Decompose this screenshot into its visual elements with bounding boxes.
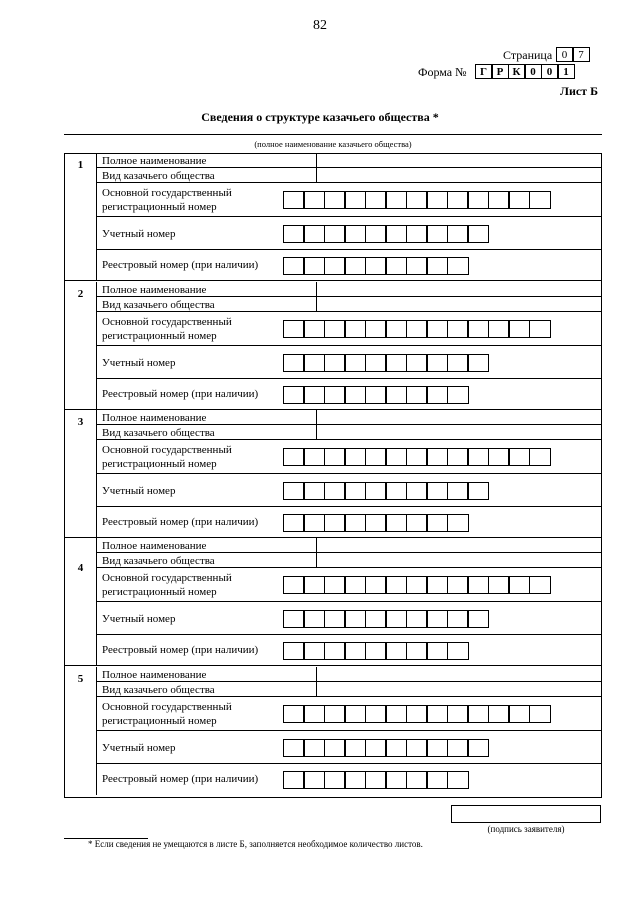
digit-cell[interactable] — [426, 514, 448, 532]
digit-cell[interactable] — [344, 320, 366, 338]
digit-cell[interactable] — [385, 610, 407, 628]
digit-cell[interactable] — [467, 191, 489, 209]
digit-cell[interactable] — [385, 739, 407, 757]
digit-cell[interactable] — [365, 354, 387, 372]
digit-cell[interactable] — [529, 191, 551, 209]
digit-cell[interactable] — [406, 610, 428, 628]
digit-cell[interactable] — [283, 448, 305, 466]
label-ogrn-line1: Основной государственный — [102, 572, 232, 584]
digit-cell[interactable] — [303, 320, 325, 338]
digit-cell[interactable] — [467, 482, 489, 500]
label-registry-number: Реестровый номер (при наличии) — [102, 388, 259, 400]
account-number-cells — [284, 610, 489, 628]
digit-cell[interactable] — [303, 576, 325, 594]
signature-caption: (подпись заявителя) — [487, 824, 565, 834]
digit-cell[interactable] — [406, 354, 428, 372]
digit-cell[interactable] — [406, 225, 428, 243]
digit-cell[interactable] — [344, 576, 366, 594]
row-society-type — [96, 553, 602, 568]
digit-cell[interactable] — [283, 320, 305, 338]
digit-cell[interactable] — [447, 320, 469, 338]
digit-cell[interactable] — [303, 610, 325, 628]
digit-cell[interactable] — [365, 514, 387, 532]
digit-cell[interactable] — [303, 514, 325, 532]
label-society-type: Вид казачьего общества — [102, 427, 215, 439]
digit-cell[interactable] — [447, 705, 469, 723]
digit-cell[interactable] — [344, 191, 366, 209]
digit-cell[interactable] — [426, 739, 448, 757]
form-code-boxes — [476, 64, 575, 79]
digit-cell[interactable] — [447, 514, 469, 532]
label-society-type: Вид казачьего общества — [102, 299, 215, 311]
digit-cell[interactable] — [406, 448, 428, 466]
label-registry-number: Реестровый номер (при наличии) — [102, 516, 259, 528]
digit-cell[interactable] — [385, 354, 407, 372]
digit-cell[interactable] — [385, 514, 407, 532]
label-ogrn-line1: Основной государственный — [102, 316, 232, 328]
digit-cell[interactable] — [303, 225, 325, 243]
label-account-number: Учетный номер — [102, 742, 176, 754]
ogrn-cells — [284, 576, 551, 594]
digit-cell[interactable] — [303, 257, 325, 275]
digit-cell[interactable] — [365, 257, 387, 275]
label-account-number: Учетный номер — [102, 357, 176, 369]
digit-cell[interactable] — [344, 257, 366, 275]
digit-cell[interactable] — [303, 705, 325, 723]
digit-cell[interactable] — [426, 705, 448, 723]
digit-cell[interactable] — [385, 771, 407, 789]
digit-cell[interactable] — [385, 257, 407, 275]
row-society-type — [96, 682, 602, 697]
digit-cell[interactable] — [324, 386, 346, 404]
digit-cell[interactable] — [426, 225, 448, 243]
signature-box[interactable] — [451, 805, 601, 823]
digit-cell[interactable] — [529, 705, 551, 723]
digit-cell[interactable] — [488, 320, 510, 338]
digit-cell[interactable] — [426, 576, 448, 594]
digit-cell[interactable] — [406, 739, 428, 757]
form-label: Форма № — [418, 65, 467, 79]
digit-cell[interactable] — [426, 354, 448, 372]
digit-cell[interactable] — [447, 482, 469, 500]
block-number: 3 — [77, 416, 84, 428]
digit-cell[interactable] — [324, 610, 346, 628]
digit-cell[interactable] — [283, 514, 305, 532]
digit-cell[interactable] — [508, 705, 530, 723]
footnote: * Если сведения не умещаются в листе Б, заполняется необходимое количество листов. — [88, 839, 423, 849]
form-code-char: 0 — [541, 64, 559, 79]
page-number: 82 — [313, 18, 327, 33]
digit-cell[interactable] — [467, 705, 489, 723]
digit-cell[interactable] — [283, 771, 305, 789]
digit-cell[interactable] — [467, 320, 489, 338]
block-number: 2 — [77, 288, 84, 300]
digit-cell[interactable] — [303, 739, 325, 757]
block-number-cell — [64, 410, 97, 538]
society-name-line[interactable] — [64, 134, 602, 135]
form-title: Сведения о структуре казачьего общества * — [201, 110, 439, 124]
form-code-char: 0 — [524, 64, 542, 79]
digit-cell[interactable] — [324, 448, 346, 466]
digit-cell[interactable] — [283, 610, 305, 628]
digit-cell[interactable] — [529, 320, 551, 338]
digit-cell[interactable] — [385, 320, 407, 338]
block-number-cell — [64, 282, 97, 410]
digit-cell[interactable] — [426, 257, 448, 275]
digit-cell[interactable] — [324, 771, 346, 789]
digit-cell[interactable] — [406, 642, 428, 660]
digit-cell[interactable] — [283, 642, 305, 660]
label-account-number: Учетный номер — [102, 485, 176, 497]
digit-cell[interactable] — [365, 448, 387, 466]
registry-number-cells — [284, 257, 469, 275]
digit-cell[interactable] — [447, 576, 469, 594]
label-account-number: Учетный номер — [102, 613, 176, 625]
label-full-name: Полное наименование — [102, 540, 207, 552]
digit-cell[interactable] — [426, 386, 448, 404]
sheet-label: Лист Б — [560, 84, 599, 98]
page-digit: 0 — [556, 47, 574, 62]
digit-cell[interactable] — [406, 771, 428, 789]
account-number-cells — [284, 482, 489, 500]
digit-cell[interactable] — [283, 191, 305, 209]
digit-cell[interactable] — [365, 642, 387, 660]
digit-cell[interactable] — [385, 482, 407, 500]
digit-cell[interactable] — [324, 320, 346, 338]
digit-cell[interactable] — [344, 771, 366, 789]
label-registry-number: Реестровый номер (при наличии) — [102, 773, 259, 785]
digit-cell[interactable] — [344, 514, 366, 532]
digit-cell[interactable] — [324, 354, 346, 372]
digit-cell[interactable] — [467, 610, 489, 628]
digit-cell[interactable] — [385, 705, 407, 723]
label-ogrn-line2: регистрационный номер — [102, 201, 217, 213]
ogrn-cells — [284, 705, 551, 723]
digit-cell[interactable] — [426, 320, 448, 338]
digit-cell[interactable] — [467, 448, 489, 466]
digit-cell[interactable] — [385, 642, 407, 660]
digit-cell[interactable] — [385, 448, 407, 466]
ogrn-cells — [284, 320, 551, 338]
digit-cell[interactable] — [385, 225, 407, 243]
digit-cell[interactable] — [365, 576, 387, 594]
digit-cell[interactable] — [467, 354, 489, 372]
digit-cell[interactable] — [406, 191, 428, 209]
digit-cell[interactable] — [283, 225, 305, 243]
digit-cell[interactable] — [303, 448, 325, 466]
digit-cell[interactable] — [324, 191, 346, 209]
digit-cell[interactable] — [467, 739, 489, 757]
block-number-cell — [64, 538, 97, 666]
label-full-name: Полное наименование — [102, 412, 207, 424]
row-society-type — [96, 168, 602, 183]
digit-cell[interactable] — [365, 771, 387, 789]
digit-cell[interactable] — [385, 386, 407, 404]
digit-cell[interactable] — [324, 482, 346, 500]
digit-cell[interactable] — [447, 225, 469, 243]
digit-cell[interactable] — [344, 705, 366, 723]
digit-cell[interactable] — [447, 771, 469, 789]
digit-cell[interactable] — [508, 191, 530, 209]
digit-cell[interactable] — [447, 257, 469, 275]
digit-cell[interactable] — [365, 705, 387, 723]
digit-cell[interactable] — [283, 705, 305, 723]
label-society-type: Вид казачьего общества — [102, 170, 215, 182]
digit-cell[interactable] — [406, 576, 428, 594]
digit-cell[interactable] — [488, 705, 510, 723]
label-ogrn-line2: регистрационный номер — [102, 458, 217, 470]
digit-cell[interactable] — [283, 482, 305, 500]
digit-cell[interactable] — [324, 257, 346, 275]
digit-cell[interactable] — [426, 191, 448, 209]
digit-cell[interactable] — [344, 448, 366, 466]
digit-cell[interactable] — [447, 354, 469, 372]
registry-number-cells — [284, 771, 469, 789]
digit-cell[interactable] — [344, 610, 366, 628]
digit-cell[interactable] — [365, 225, 387, 243]
label-full-name: Полное наименование — [102, 669, 207, 681]
digit-cell[interactable] — [406, 386, 428, 404]
digit-cell[interactable] — [508, 448, 530, 466]
digit-cell[interactable] — [365, 386, 387, 404]
digit-cell[interactable] — [303, 771, 325, 789]
block-number: 1 — [77, 159, 84, 171]
digit-cell[interactable] — [508, 576, 530, 594]
ogrn-cells — [284, 191, 551, 209]
digit-cell[interactable] — [447, 191, 469, 209]
digit-cell[interactable] — [365, 739, 387, 757]
digit-cell[interactable] — [303, 642, 325, 660]
digit-cell[interactable] — [447, 610, 469, 628]
account-number-cells — [284, 354, 489, 372]
digit-cell[interactable] — [426, 482, 448, 500]
digit-cell[interactable] — [426, 610, 448, 628]
society-name-caption: (полное наименование казачьего общества) — [254, 139, 412, 149]
digit-cell[interactable] — [283, 576, 305, 594]
digit-cell[interactable] — [283, 739, 305, 757]
digit-cell[interactable] — [529, 576, 551, 594]
digit-cell[interactable] — [365, 320, 387, 338]
label-ogrn-line1: Основной государственный — [102, 187, 232, 199]
label-ogrn-line2: регистрационный номер — [102, 586, 217, 598]
digit-cell[interactable] — [406, 482, 428, 500]
digit-cell[interactable] — [303, 354, 325, 372]
form-code-char: 1 — [557, 64, 575, 79]
label-ogrn-line1: Основной государственный — [102, 444, 232, 456]
row-society-type — [96, 425, 602, 440]
digit-cell[interactable] — [488, 191, 510, 209]
digit-cell[interactable] — [324, 514, 346, 532]
label-ogrn-line2: регистрационный номер — [102, 715, 217, 727]
digit-cell[interactable] — [447, 386, 469, 404]
label-full-name: Полное наименование — [102, 284, 207, 296]
block-number: 5 — [77, 673, 84, 685]
form-code-char: К — [508, 64, 526, 79]
digit-cell[interactable] — [467, 225, 489, 243]
label-registry-number: Реестровый номер (при наличии) — [102, 259, 259, 271]
digit-cell[interactable] — [344, 642, 366, 660]
digit-cell[interactable] — [324, 705, 346, 723]
label-ogrn-line2: регистрационный номер — [102, 330, 217, 342]
digit-cell[interactable] — [365, 482, 387, 500]
block-number-cell — [64, 153, 97, 281]
block-number-cell — [64, 667, 97, 795]
label-ogrn-line1: Основной государственный — [102, 701, 232, 713]
digit-cell[interactable] — [426, 642, 448, 660]
digit-cell[interactable] — [447, 739, 469, 757]
digit-cell[interactable] — [385, 191, 407, 209]
digit-cell[interactable] — [283, 257, 305, 275]
digit-cell[interactable] — [324, 576, 346, 594]
label-full-name: Полное наименование — [102, 155, 207, 167]
digit-cell[interactable] — [365, 191, 387, 209]
digit-cell[interactable] — [488, 448, 510, 466]
page-digit-boxes — [557, 47, 590, 62]
label-account-number: Учетный номер — [102, 228, 176, 240]
digit-cell[interactable] — [406, 257, 428, 275]
digit-cell[interactable] — [406, 320, 428, 338]
digit-cell[interactable] — [283, 354, 305, 372]
digit-cell[interactable] — [324, 739, 346, 757]
digit-cell[interactable] — [324, 642, 346, 660]
digit-cell[interactable] — [344, 386, 366, 404]
digit-cell[interactable] — [467, 576, 489, 594]
digit-cell[interactable] — [488, 576, 510, 594]
account-number-cells — [284, 225, 489, 243]
digit-cell[interactable] — [324, 225, 346, 243]
ogrn-cells — [284, 448, 551, 466]
registry-number-cells — [284, 642, 469, 660]
label-society-type: Вид казачьего общества — [102, 684, 215, 696]
digit-cell[interactable] — [426, 448, 448, 466]
digit-cell[interactable] — [344, 354, 366, 372]
digit-cell[interactable] — [447, 448, 469, 466]
digit-cell[interactable] — [344, 225, 366, 243]
digit-cell[interactable] — [344, 482, 366, 500]
digit-cell[interactable] — [303, 482, 325, 500]
digit-cell[interactable] — [529, 448, 551, 466]
digit-cell[interactable] — [283, 386, 305, 404]
form-code-char: Р — [491, 64, 509, 79]
page-label: Страница — [503, 48, 553, 62]
digit-cell[interactable] — [447, 642, 469, 660]
digit-cell[interactable] — [406, 514, 428, 532]
account-number-cells — [284, 739, 489, 757]
digit-cell[interactable] — [508, 320, 530, 338]
label-society-type: Вид казачьего общества — [102, 555, 215, 567]
digit-cell[interactable] — [365, 610, 387, 628]
page-digit: 7 — [572, 47, 590, 62]
digit-cell[interactable] — [426, 771, 448, 789]
digit-cell[interactable] — [406, 705, 428, 723]
digit-cell[interactable] — [303, 386, 325, 404]
block-number: 4 — [77, 562, 84, 574]
row-society-type — [96, 297, 602, 312]
digit-cell[interactable] — [303, 191, 325, 209]
registry-number-cells — [284, 386, 469, 404]
digit-cell[interactable] — [385, 576, 407, 594]
registry-number-cells — [284, 514, 469, 532]
label-registry-number: Реестровый номер (при наличии) — [102, 644, 259, 656]
form-code-char: Г — [475, 64, 493, 79]
digit-cell[interactable] — [344, 739, 366, 757]
